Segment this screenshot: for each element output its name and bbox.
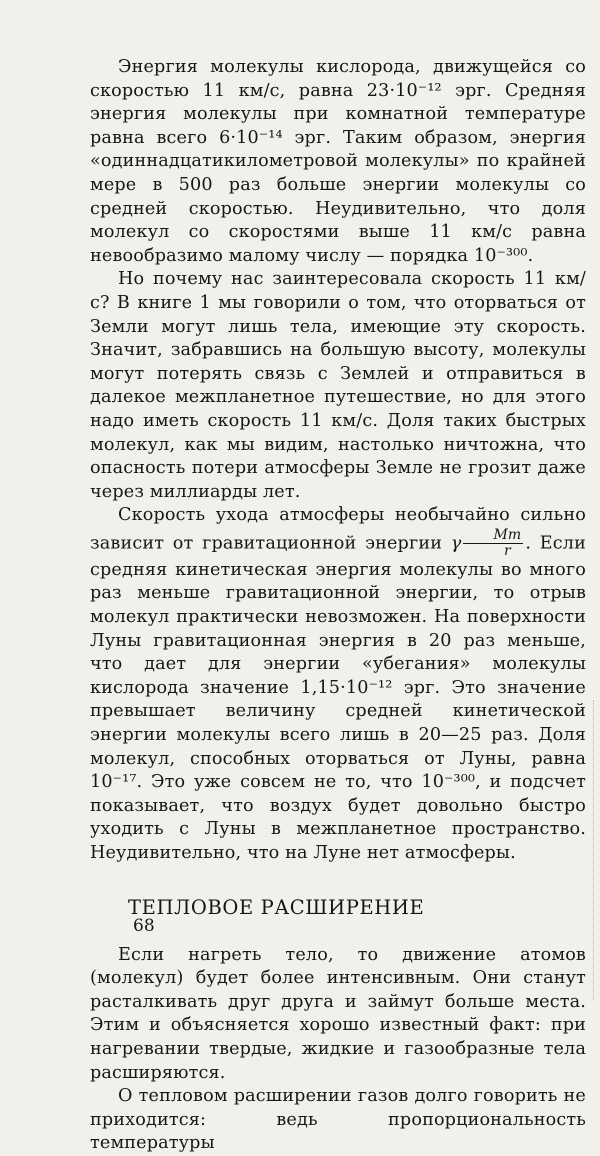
fraction-denominator: r [503,542,511,559]
page-content [90,56,586,1156]
formula-tail-text: . Если средняя кинетическая энергия молекулы во много раз меньше гравитационной энергии, то отрыв молекул практически невозможен. На поверхности Луны гравитационная энергия в 20 раз меньше, что дает для энергии «убегания» молекулы кислорода значение 1,15·10⁻¹² эрг. Это значение превышает величину средней кинетической энергии молекулы всего лишь в 20—25 раз. Доля молекул, способных оторваться от Луны, равна 10⁻¹⁷. Это уже совсем не то, что 10⁻³⁰⁰, и подсчет показывает, что воздух будет довольно быстро уходить с Луны в межпланетное пространство. Неудивительно, что на Луне нет атмосферы. [90,533,586,863]
fraction-numerator: Mm [463,528,523,544]
paragraph-thermal-expansion: Если нагреть тело, то движение атомов (молекул) будет более интенсивным. Они станут расталкивать друг друга и займут больше места. Этим и объясняется хорошо известный факт: при нагревании твердые, жидкие и газообразные тела расширяются. [90,944,586,1083]
paragraph-oxygen-energy: Энергия молекулы кислорода, движущейся со скоростью 11 км/с, равна 23·10⁻¹² эрг. Средняя энергия молекулы при комнатной температуре равна всего 6·10⁻¹⁴ эрг. Таким образом, энергия «одиннадцатикилометровой молекулы» по крайней мере в 500 раз больше энергии молекулы со средней скоростью. Неудивительно, что доля молекул со скоростями выше 11 км/с равна невообразимо малому числу — порядка 10⁻³⁰⁰. [90,57,586,266]
section-heading: ТЕПЛОВОЕ РАСШИРЕНИЕ [128,895,425,919]
page-number: 68 [133,916,155,936]
paragraph-gas-expansion: О тепловом расширении газов долго говорить не приходится: ведь пропорциональность температуры [90,1086,586,1154]
paragraph-gravitational-energy [90,504,586,865]
scan-edge-marks [589,700,594,1000]
fraction-mm-over-r [463,528,523,559]
formula-lead-text: Скорость ухода атмосферы необычайно сильно зависит от гравитационной энергии [90,505,586,554]
paragraph-escape-velocity: Но почему нас заинтересовала скорость 11 км/с? В книге 1 мы говорили о том, что оторваться от Земли могут лишь тела, имеющие эту скорость. Значит, забравшись на большую высоту, молекулы могут потерять связь с Землей и отправиться в далекое межпланетное путешествие, но для этого надо иметь скорость 11 км/с. Доля таких быстрых молекул, как мы видим, настолько ничтожна, что опасность потери атмосферы Земле не грозит даже через миллиарды лет. [90,269,586,502]
gamma-symbol: γ [450,533,462,554]
